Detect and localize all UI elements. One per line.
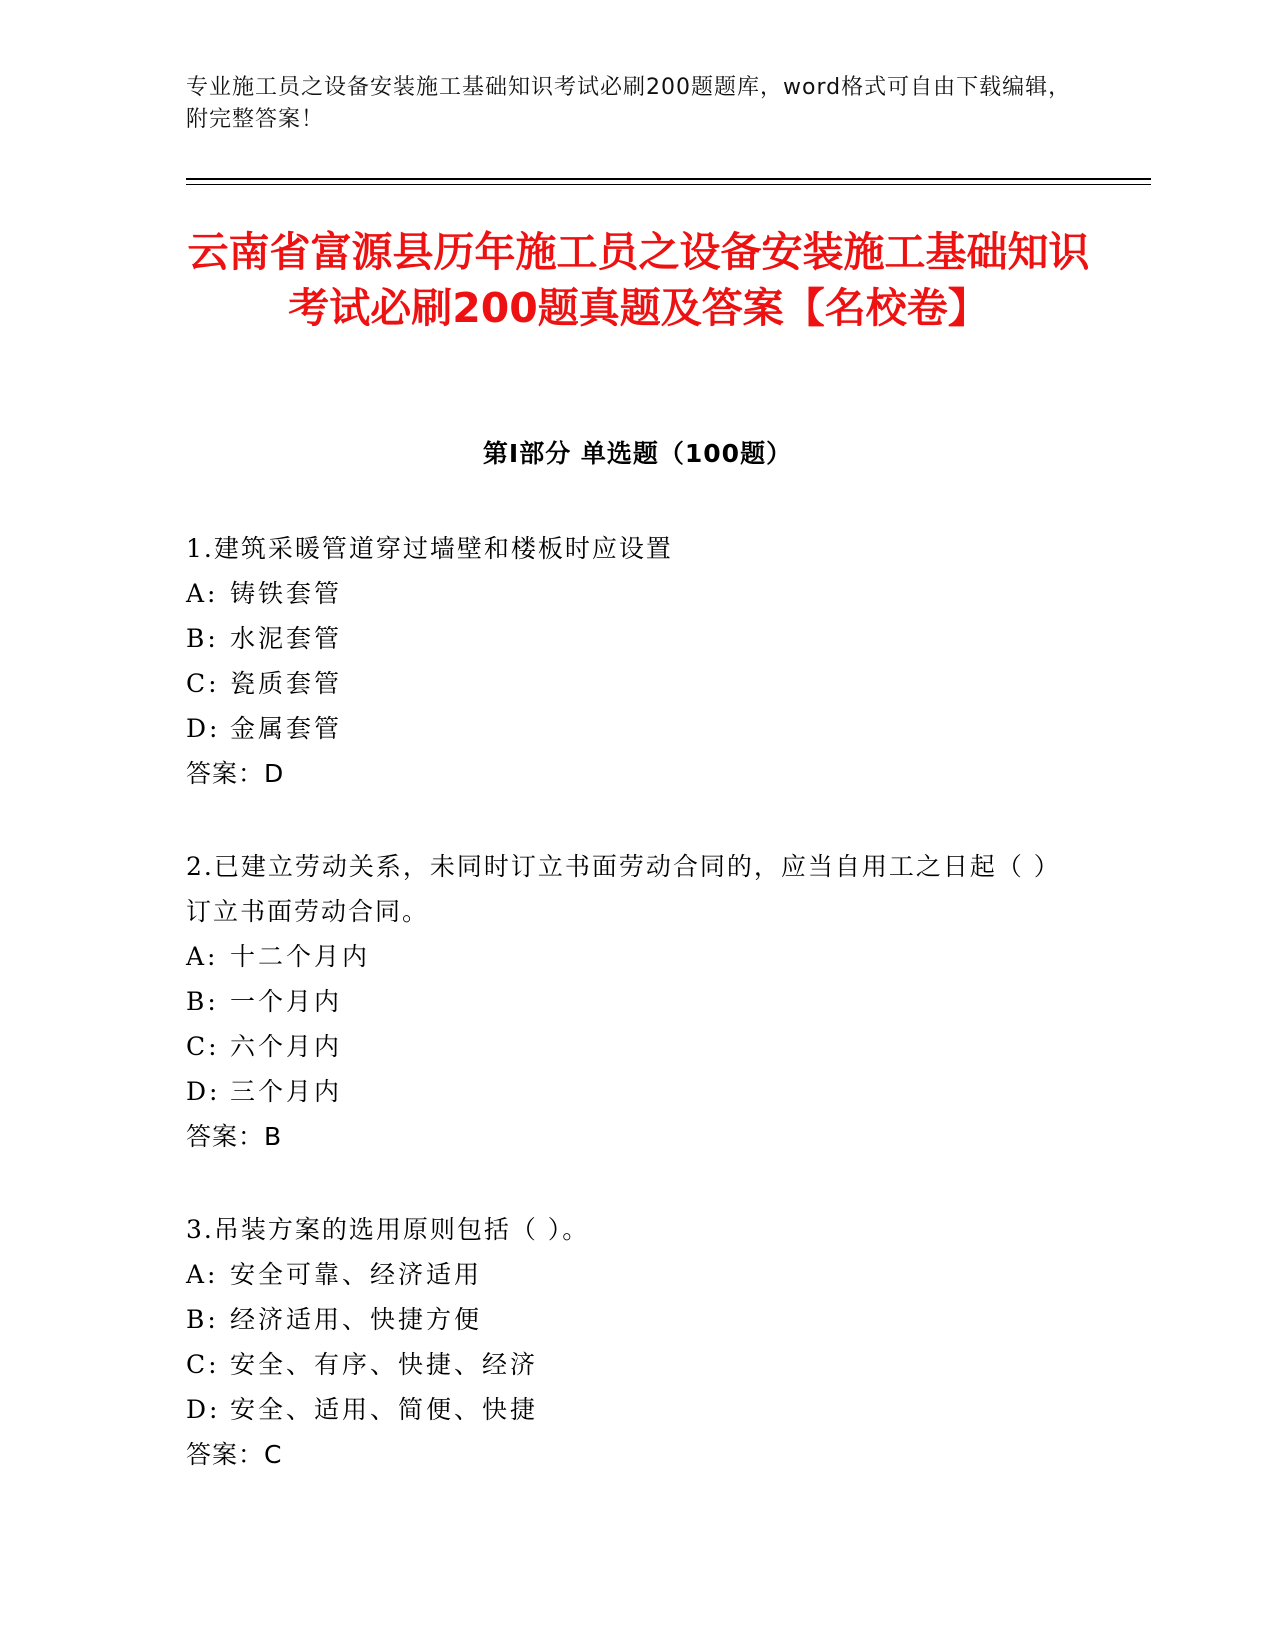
- question-stem: 2.已建立劳动关系，未同时订立书面劳动合同的，应当自用工之日起（ ）订立书面劳动合同。: [186, 852, 1061, 926]
- header-note: 专业施工员之设备安装施工基础知识考试必刷200题题库，word格式可自由下载编辑，附完整答案！: [186, 75, 1072, 132]
- option-c: [186, 1342, 1066, 1387]
- answer: 答案：C: [186, 1440, 283, 1469]
- option-text: 经济适用、快捷方便: [230, 1305, 483, 1334]
- option-text: 安全、有序、快捷、经济: [230, 1350, 539, 1379]
- option-key: A:: [186, 1260, 219, 1289]
- question-2: [186, 844, 1066, 1159]
- document-title: 云南省富源县历年施工员之设备安装施工基础知识考试必刷200题真题及答案【名校卷】: [187, 228, 1090, 332]
- option-key: B:: [186, 1305, 219, 1334]
- option-b: [186, 979, 1066, 1024]
- option-key: C:: [186, 669, 220, 698]
- option-text: 安全可靠、经济适用: [230, 1260, 483, 1289]
- question-3: [186, 1207, 1066, 1477]
- option-a: [186, 1252, 1066, 1297]
- option-key: D:: [186, 714, 221, 743]
- answer: 答案：B: [186, 1122, 283, 1151]
- option-text: 十二个月内: [230, 942, 371, 971]
- question-stem: 3.吊装方案的选用原则包括（ ）。: [186, 1215, 590, 1244]
- option-key: D:: [186, 1395, 221, 1424]
- section-title: 第Ⅰ部分 单选题（100题）: [482, 439, 793, 468]
- answer: 答案：D: [186, 759, 285, 788]
- option-key: C:: [186, 1350, 220, 1379]
- header-rule-thin: [186, 184, 1151, 185]
- option-key: D:: [186, 1077, 221, 1106]
- option-key: A:: [186, 579, 219, 608]
- option-text: 水泥套管: [230, 624, 343, 653]
- option-key: B:: [186, 987, 219, 1016]
- option-text: 三个月内: [230, 1077, 343, 1106]
- option-a: [186, 571, 1066, 616]
- option-key: A:: [186, 942, 219, 971]
- option-text: 一个月内: [230, 987, 343, 1016]
- option-d: [186, 1387, 1066, 1432]
- option-c: [186, 661, 1066, 706]
- option-text: 铸铁套管: [230, 579, 343, 608]
- question-1: [186, 526, 1066, 796]
- option-a: [186, 934, 1066, 979]
- option-text: 瓷质套管: [230, 669, 343, 698]
- option-text: 金属套管: [230, 714, 343, 743]
- option-text: 安全、适用、简便、快捷: [230, 1395, 539, 1424]
- option-text: 六个月内: [230, 1032, 343, 1061]
- option-d: [186, 1069, 1066, 1114]
- question-stem: 1.建筑采暖管道穿过墙壁和楼板时应设置: [186, 534, 673, 563]
- option-key: B:: [186, 624, 219, 653]
- option-key: C:: [186, 1032, 220, 1061]
- option-c: [186, 1024, 1066, 1069]
- question-list: [186, 526, 1066, 1525]
- option-d: [186, 706, 1066, 751]
- option-b: [186, 616, 1066, 661]
- option-b: [186, 1297, 1066, 1342]
- header-rule-thick: [186, 178, 1151, 180]
